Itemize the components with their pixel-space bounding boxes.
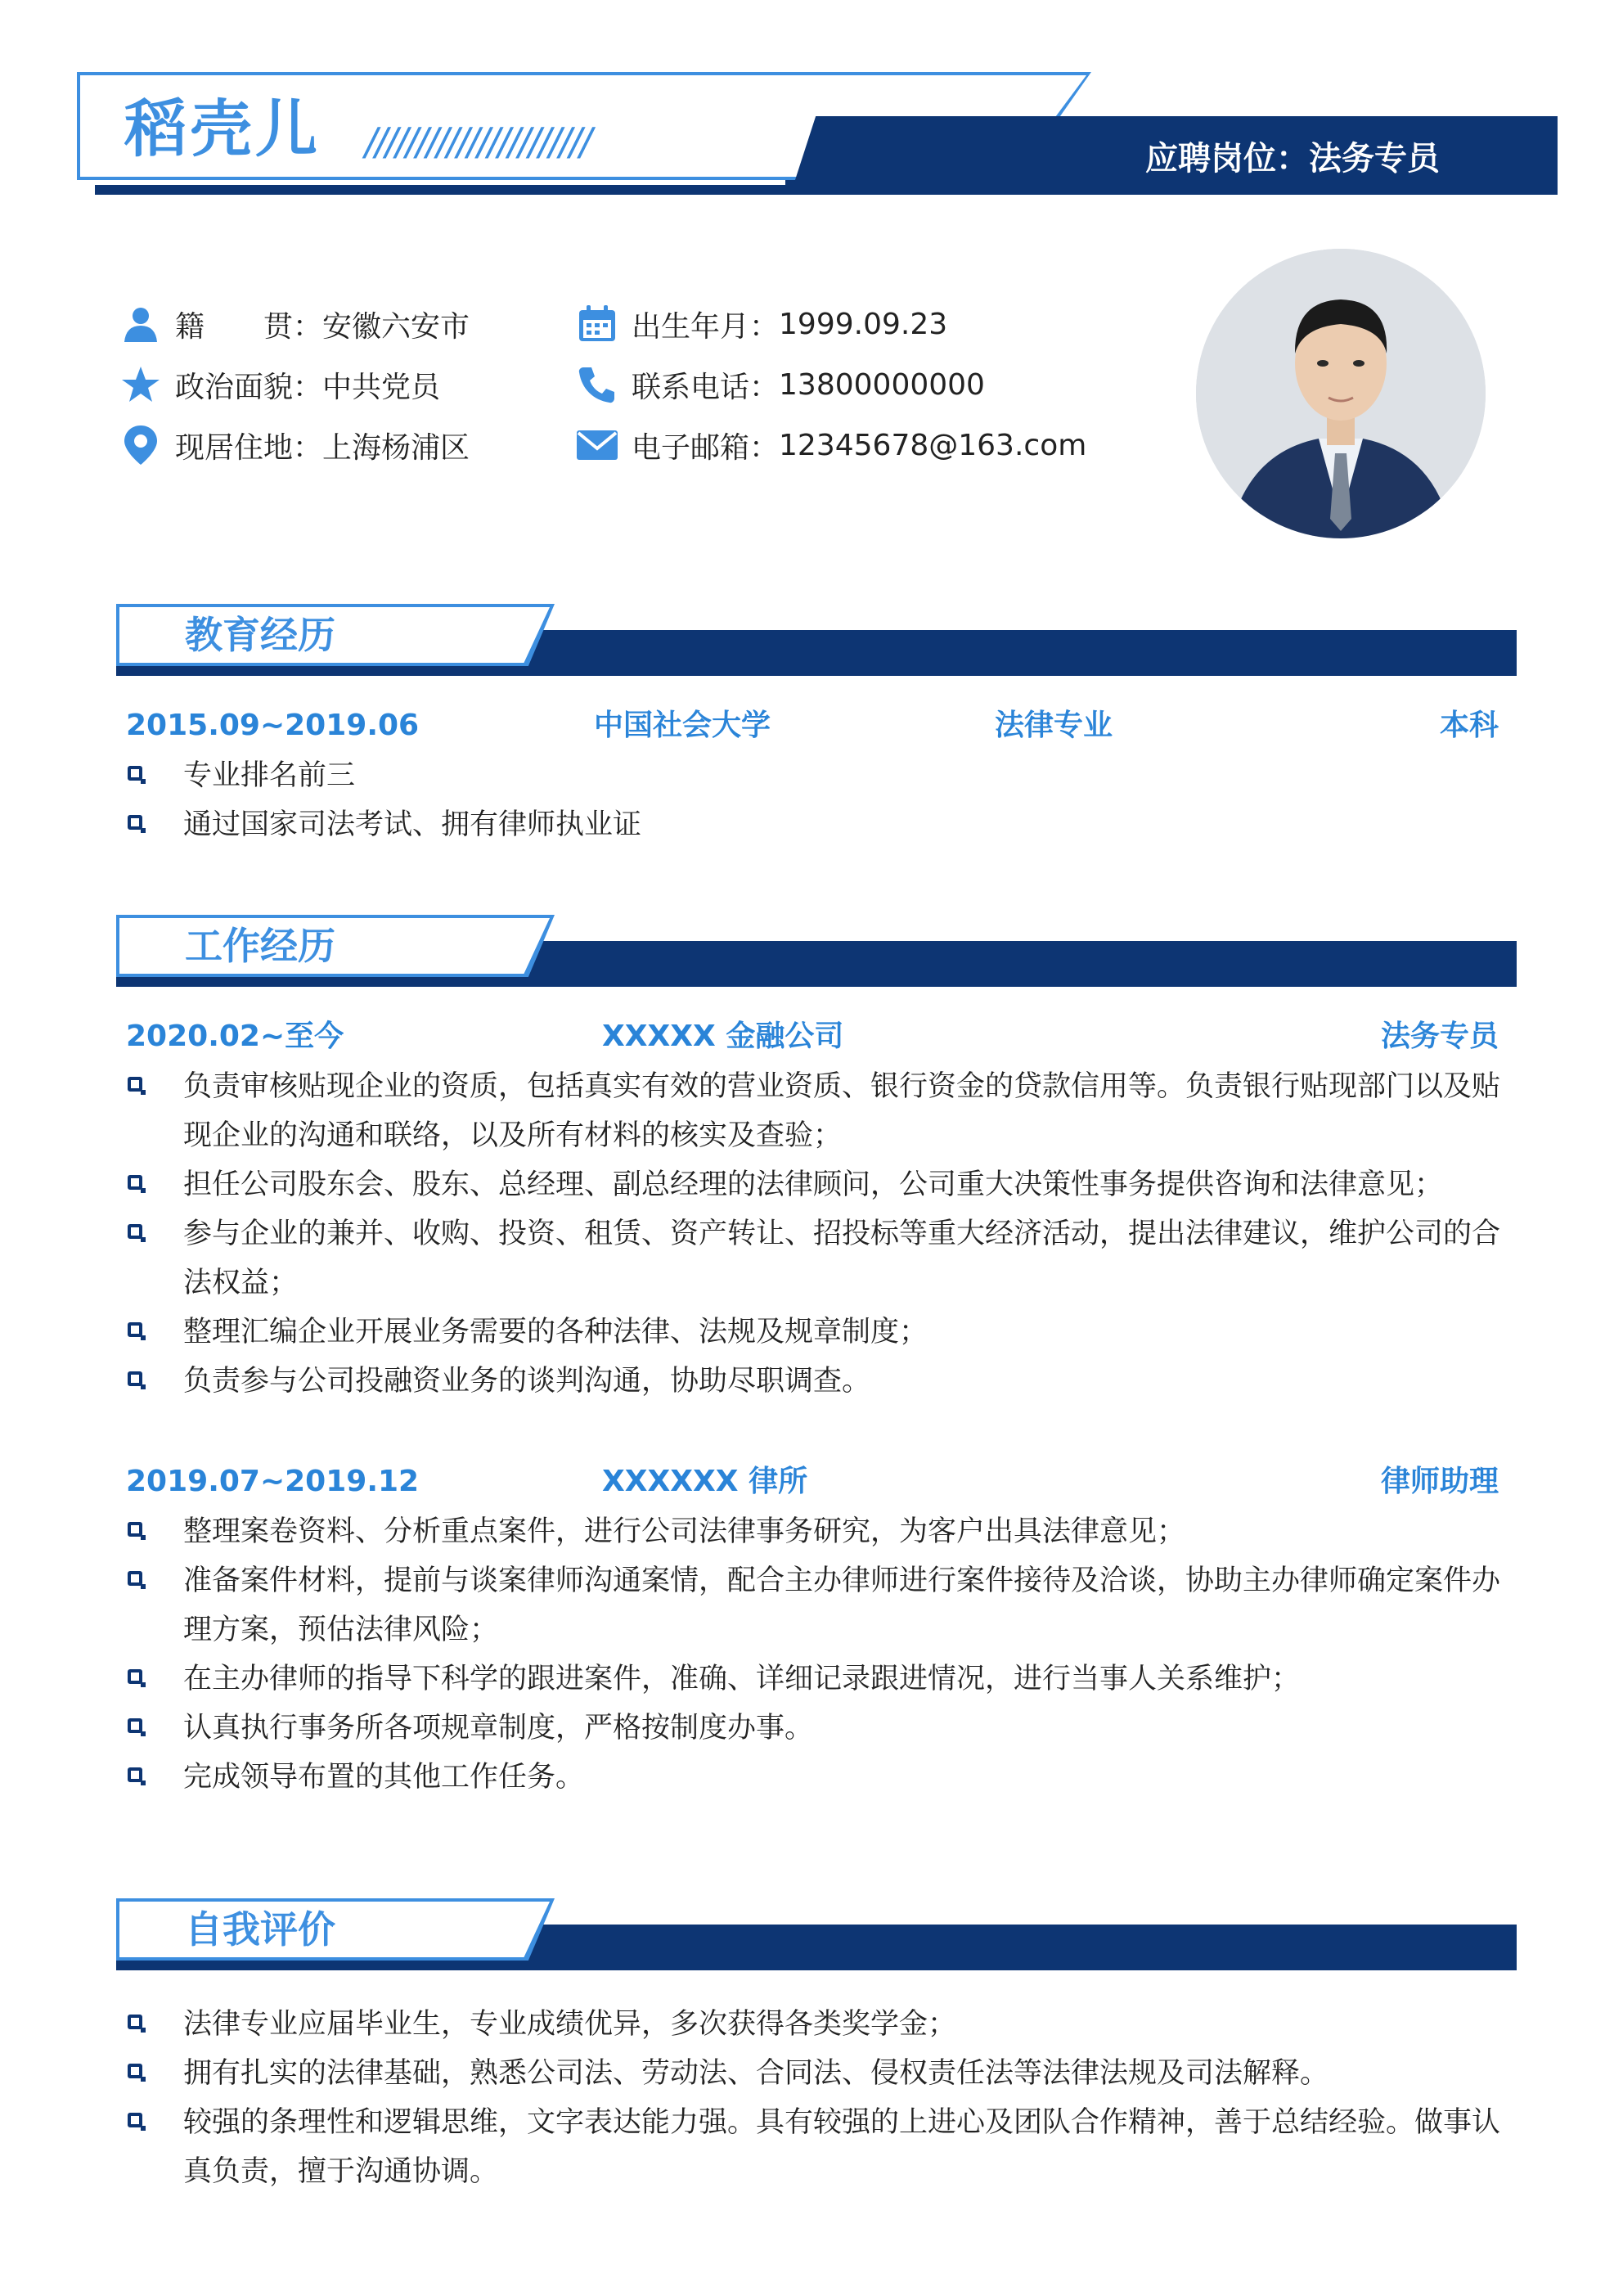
checkbox-bullet-icon: [128, 1718, 142, 1733]
list-item: [124, 1062, 1515, 1160]
list-item-text: 担任公司股东会、股东、总经理、副总经理的法律顾问，公司重大决策性事务提供咨询和法律意见；: [183, 1168, 1444, 1201]
info-label: 联系电话：: [632, 370, 780, 404]
list-item-text: 负责审核贴现企业的资质，包括真实有效的营业资质、银行资金的贷款信用等。负责银行贴现部门以及贴: [183, 1070, 1501, 1103]
education-degree: 本科: [1440, 709, 1499, 742]
list-item: [124, 1160, 1515, 1209]
list-item-text: 整理汇编企业开展业务需要的各种法律、法规及规章制度；: [183, 1316, 928, 1348]
list-item-text: 拥有扎实的法律基础，熟悉公司法、劳动法、合同法、侵权责任法等法律法规及司法解释。: [183, 2057, 1329, 2090]
checkbox-bullet-icon: [128, 2113, 142, 2127]
info-birth: [574, 301, 947, 347]
info-label: 籍 贯：: [175, 309, 323, 344]
info-label: 现居住地：: [175, 430, 323, 465]
info-value: 上海杨浦区: [322, 430, 470, 465]
job-entry-head: [124, 1461, 1499, 1502]
list-item-text: 通过国家司法考试、拥有律师执业证: [183, 808, 642, 841]
info-value: 中共党员: [322, 370, 441, 404]
list-item: [124, 1209, 1515, 1308]
info-phone: [574, 362, 985, 407]
header-underline: [95, 185, 1558, 195]
list-item-text: 整理案卷资料、分析重点案件，进行公司法律事务研究，为客户出具法律意见；: [183, 1515, 1186, 1548]
list-item: [124, 2098, 1515, 2196]
mail-icon: [574, 422, 620, 468]
list-item-text: 负责参与公司投融资业务的谈判沟通，协助尽职调查。: [183, 1365, 871, 1398]
info-value: 1999.09.23: [779, 307, 948, 341]
person-icon: [118, 301, 164, 347]
job-period: 2019.07~2019.12: [126, 1465, 420, 1498]
job-entry-head: [124, 1016, 1499, 1057]
list-item: [124, 1507, 1515, 1556]
checkbox-bullet-icon: [128, 2064, 142, 2078]
star-icon: [118, 362, 164, 407]
section-education-header: [116, 604, 1517, 694]
profile-photo: [1196, 249, 1486, 538]
info-label: 电子邮箱：: [632, 430, 780, 465]
section-title: 自我评价: [185, 1907, 335, 1952]
list-item-text: 在主办律师的指导下科学的跟进案件，准确、详细记录跟进情况，进行当事人关系维护；: [183, 1663, 1301, 1695]
header-slant-block: [794, 116, 1072, 185]
checkbox-bullet-icon: [128, 815, 142, 830]
checkbox-bullet-icon: [128, 1077, 142, 1092]
list-item-text: 准备案件材料，提前与谈案律师沟通案情，配合主办律师进行案件接待及洽谈，协助主办律师确定案件办: [183, 1564, 1501, 1597]
section-self-evaluation-header: [116, 1898, 1517, 1988]
location-pin-icon: [118, 422, 164, 468]
info-value: 13800000000: [779, 367, 985, 402]
checkbox-bullet-icon: [128, 2015, 142, 2029]
checkbox-bullet-icon: [128, 1175, 142, 1190]
list-item: [124, 2049, 1515, 2098]
section-work-header: [116, 915, 1517, 1005]
list-item: [124, 1357, 1515, 1406]
info-label: 政治面貌：: [175, 370, 323, 404]
education-major: 法律专业: [995, 709, 1113, 742]
checkbox-bullet-icon: [128, 1371, 142, 1386]
list-item-text: 现企业的沟通和联络，以及所有材料的核实及查验；: [183, 1119, 843, 1152]
info-label: 出生年月：: [632, 309, 780, 344]
checkbox-bullet-icon: [128, 1224, 142, 1239]
list-item: [124, 751, 1515, 800]
phone-icon: [574, 362, 620, 407]
list-item: [124, 1654, 1515, 1704]
list-item: [124, 2000, 1515, 2049]
education-school: 中国社会大学: [594, 709, 771, 742]
info-hometown: [118, 301, 470, 347]
job-company: XXXXX 金融公司: [602, 1020, 844, 1053]
list-item-text: 法律专业应届毕业生，专业成绩优异，多次获得各类奖学金；: [183, 2008, 957, 2041]
list-item-text: 较强的条理性和逻辑思维，文字表达能力强。具有较强的上进心及团队合作精神，善于总结经验。做事认: [183, 2106, 1501, 2139]
list-item: [124, 1753, 1515, 1802]
checkbox-bullet-icon: [128, 1669, 142, 1684]
info-political: [118, 362, 440, 407]
list-item-text: 法权益；: [183, 1267, 299, 1299]
candidate-name: 稻壳儿: [124, 92, 321, 165]
section-title: 教育经历: [185, 613, 335, 657]
info-value: 12345678@163.com: [779, 428, 1087, 462]
list-item: [124, 1704, 1515, 1753]
list-item: [124, 800, 1515, 849]
job-role: 法务专员: [1381, 1020, 1499, 1053]
list-item-text: 理方案，预估法律风险；: [183, 1614, 499, 1646]
list-item: [124, 1308, 1515, 1357]
info-email: [574, 422, 1086, 468]
checkbox-bullet-icon: [128, 766, 142, 781]
list-item: [124, 1556, 1515, 1654]
job-role: 律师助理: [1381, 1465, 1499, 1498]
checkbox-bullet-icon: [128, 1322, 142, 1337]
info-residence: [118, 422, 470, 468]
list-item-text: 完成领导布置的其他工作任务。: [183, 1761, 585, 1794]
list-item-text: 真负责，擅于沟通协调。: [183, 2155, 499, 2188]
education-entry-head: [124, 705, 1499, 746]
education-period: 2015.09~2019.06: [126, 709, 420, 742]
info-value: 安徽六安市: [322, 309, 470, 344]
checkbox-bullet-icon: [128, 1522, 142, 1537]
list-item-text: 专业排名前三: [183, 759, 356, 792]
job-company: XXXXXX 律所: [602, 1465, 808, 1498]
job-period: 2020.02~至今: [126, 1020, 344, 1053]
list-item-text: 认真执行事务所各项规章制度，严格按制度办事。: [183, 1712, 814, 1745]
checkbox-bullet-icon: [128, 1767, 142, 1782]
target-position: 应聘岗位：法务专员: [1145, 140, 1440, 178]
list-item-text: 参与企业的兼并、收购、投资、租赁、资产转让、招投标等重大经济活动，提出法律建议，维护公司的合: [183, 1218, 1501, 1250]
section-title: 工作经历: [185, 924, 335, 968]
checkbox-bullet-icon: [128, 1571, 142, 1586]
calendar-icon: [574, 301, 620, 347]
header-hatch-decoration: //////////////////////: [365, 119, 590, 164]
